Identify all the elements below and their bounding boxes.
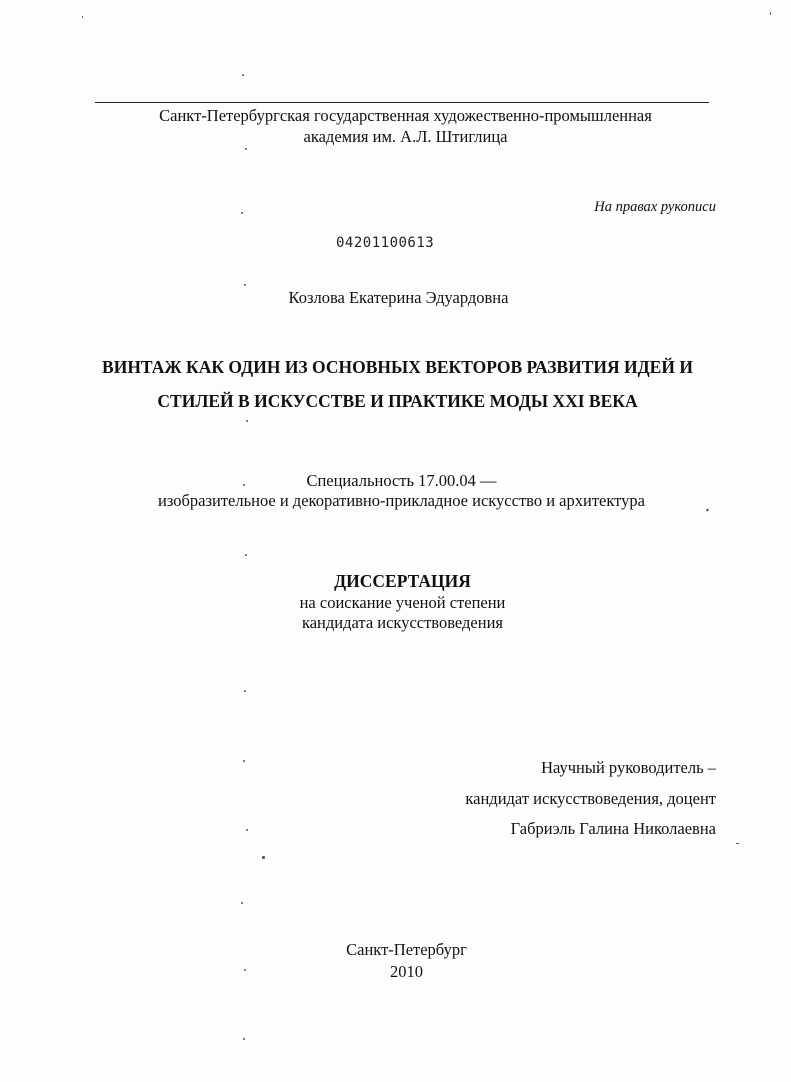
title-line-1: ВИНТАЖ КАК ОДИН ИЗ ОСНОВНЫХ ВЕКТОРОВ РАЗВИТИЯ ИДЕЙ И [102, 357, 693, 377]
scan-speck [243, 760, 245, 762]
catalog-number: 04201100613 [336, 235, 435, 251]
scan-speck [241, 902, 243, 904]
city: Санкт-Петербург [346, 940, 467, 959]
specialty-line-2: изобразительное и декоративно-прикладное искусство и архитектура [158, 491, 645, 510]
degree-line-2: кандидата искусствоведения [301, 613, 504, 632]
scan-speck [244, 690, 246, 692]
degree-line-1: на соискание ученой степени [299, 593, 506, 612]
scan-speck [245, 554, 247, 556]
author-name: Козлова Екатерина Эдуардовна [288, 288, 509, 307]
title-line-2: СТИЛЕЙ В ИСКУССТВЕ И ПРАКТИКЕ МОДЫ XXI ВЕКА [157, 391, 638, 411]
scan-speck [243, 1038, 245, 1040]
specialty-line-1: Специальность 17.00.04 — [306, 471, 497, 490]
scan-speck [246, 829, 248, 831]
institution-line-1: Санкт-Петербургская государственная художественно-промышленная [159, 106, 652, 125]
scan-speck [245, 148, 247, 150]
scan-speck [244, 284, 246, 286]
supervisor-label: Научный руководитель – [541, 758, 716, 777]
work-type-heading: ДИССЕРТАЦИЯ [334, 571, 471, 591]
supervisor-degree: кандидат искусствоведения, доцент [465, 789, 716, 808]
scan-speck [82, 16, 83, 18]
scan-speck [246, 420, 248, 422]
institution-line-2: академия им. А.Л. Штиглица [303, 127, 508, 146]
scan-speck [244, 969, 246, 971]
scan-speck [736, 843, 739, 844]
year: 2010 [390, 962, 423, 981]
header-rule [95, 102, 709, 103]
scan-speck [243, 484, 245, 486]
scan-speck [241, 212, 243, 214]
scan-speck [242, 74, 244, 76]
scan-speck [262, 856, 265, 859]
scan-speck [770, 12, 771, 15]
manuscript-note: На правах рукописи [594, 199, 716, 215]
supervisor-name: Габриэль Галина Николаевна [510, 819, 716, 838]
